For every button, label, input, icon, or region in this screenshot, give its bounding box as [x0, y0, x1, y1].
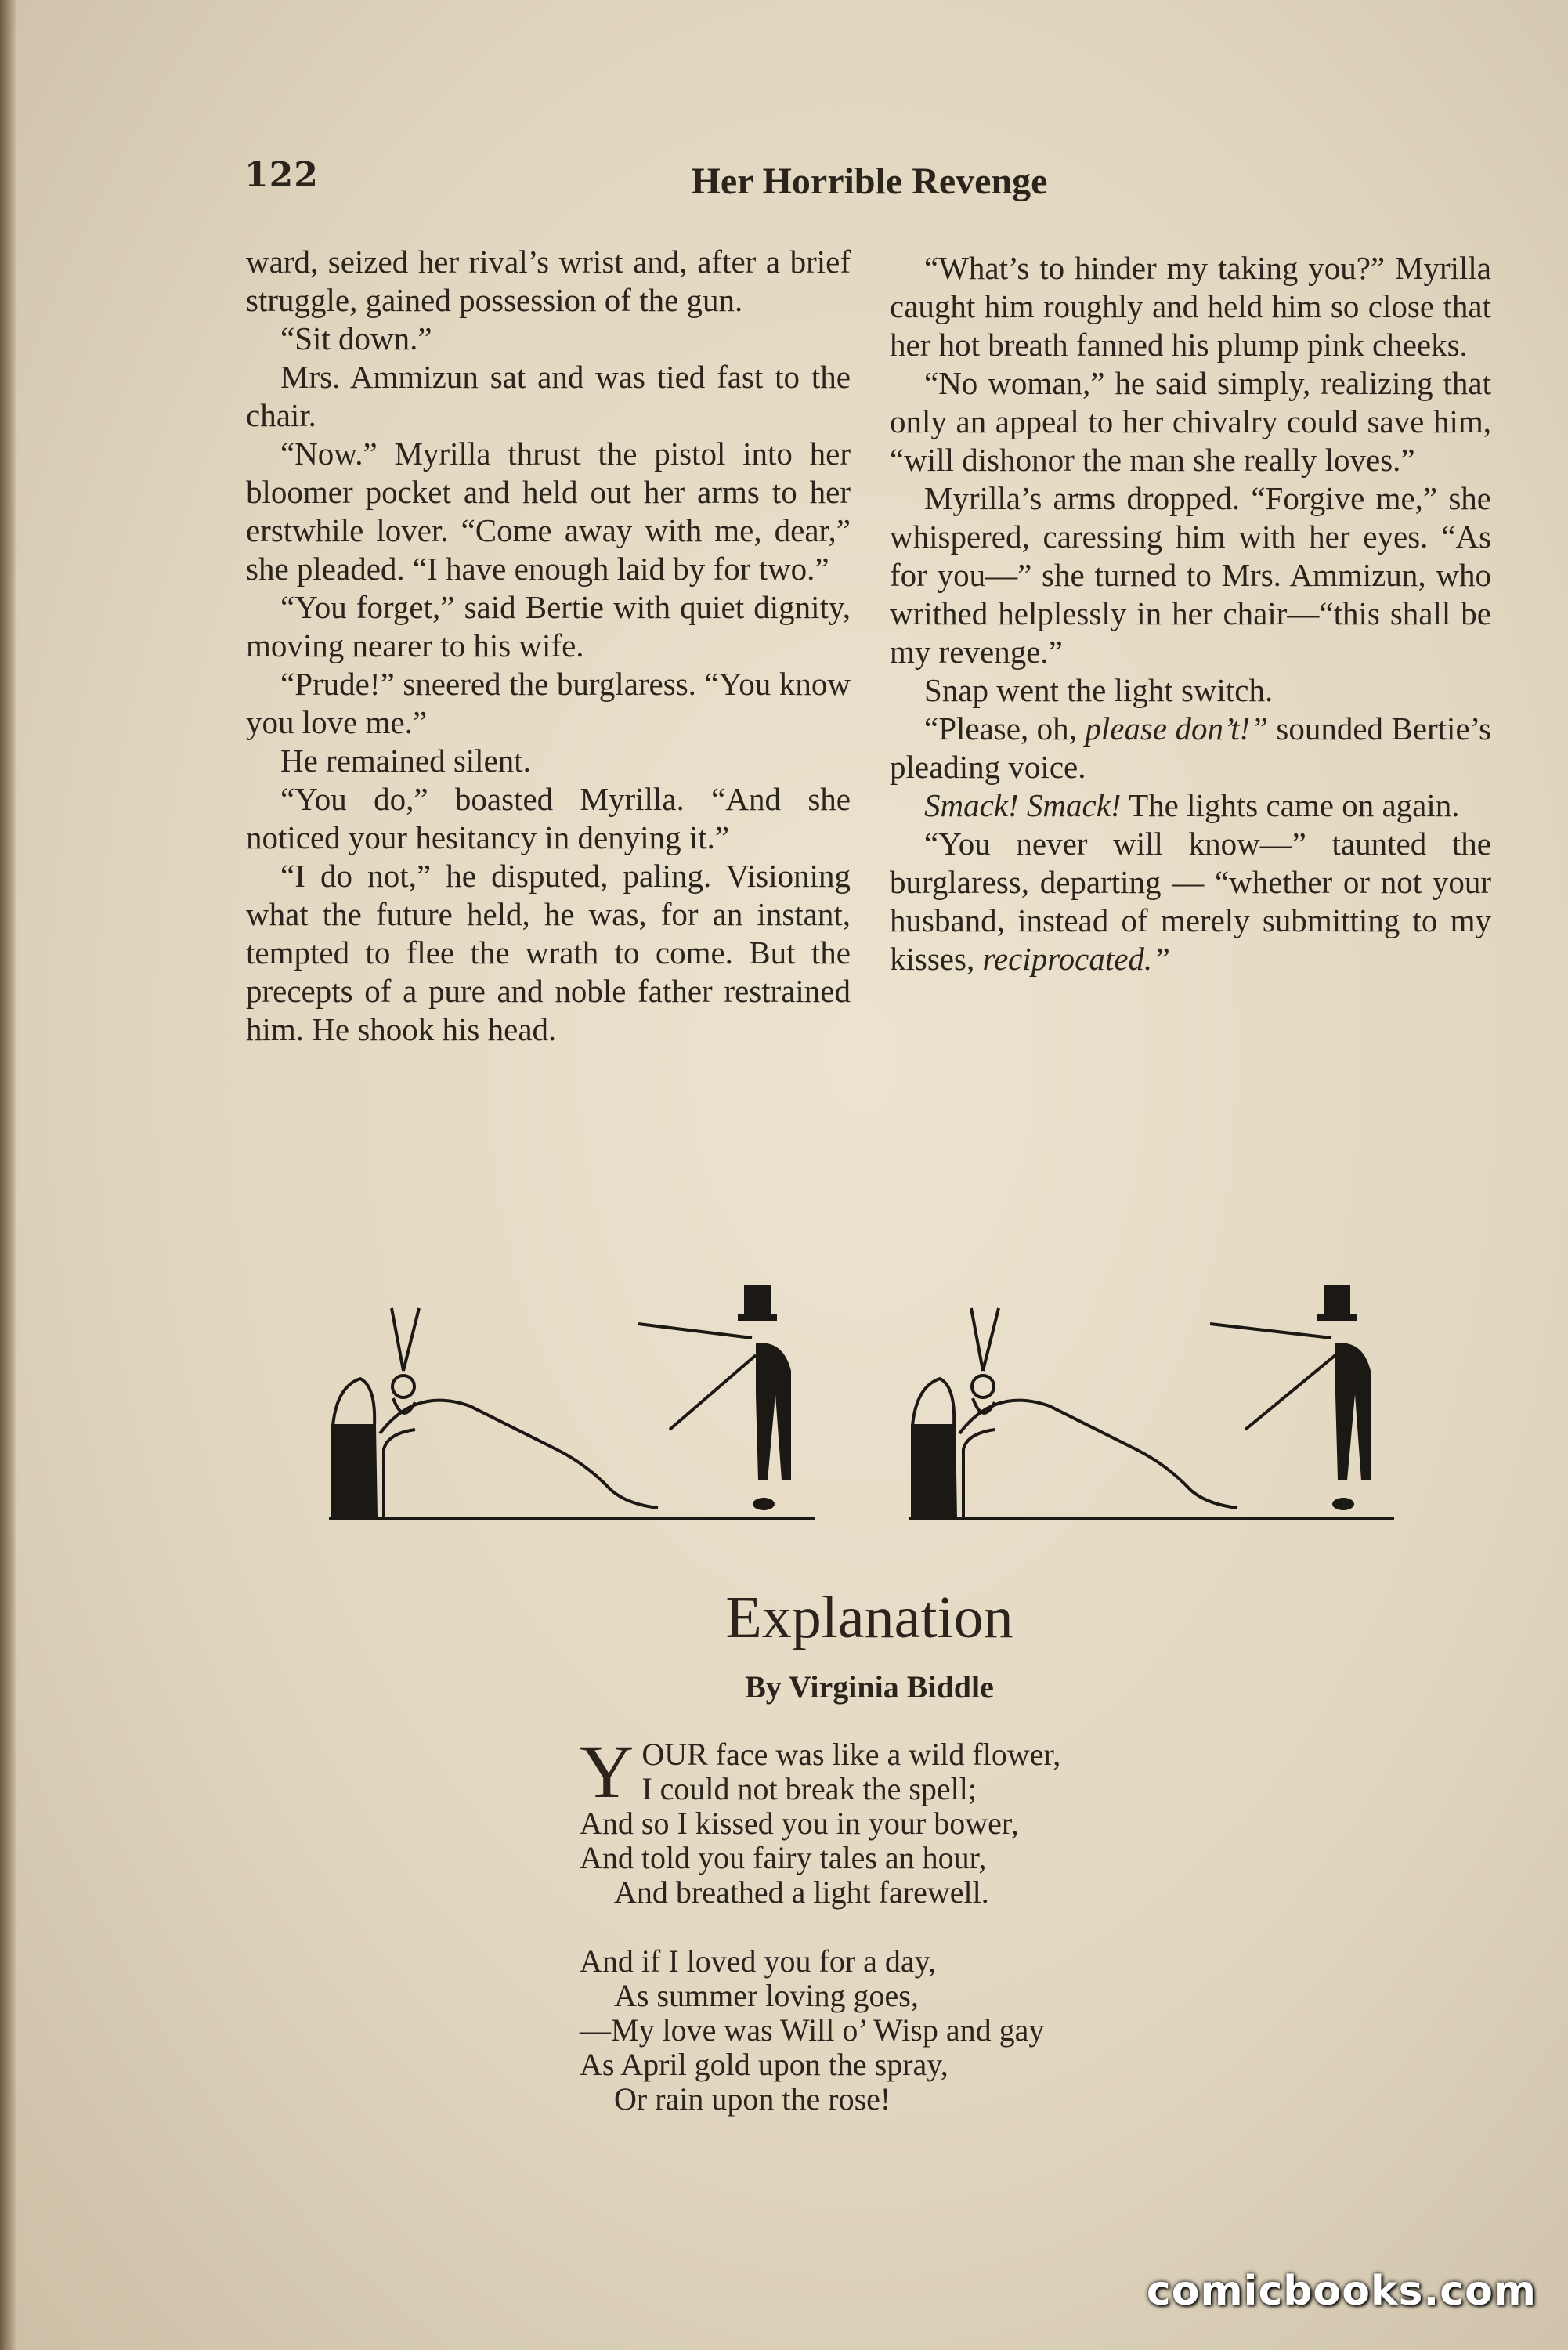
story-paragraph: Snap went the light switch. [924, 672, 1274, 708]
poem-line: And if I loved you for a day, [580, 1943, 937, 1979]
italic-text: please don’t!” [1085, 710, 1268, 747]
story-paragraph: Myrilla’s arms dropped. “Forgive me,” she whispered, caressing him with her eyes. “As for you—” she turned to Mrs. Ammizun, who writhed helplessly in her chair—“this shall be my revenge.” [890, 480, 1491, 670]
poem-stanza [580, 1944, 1284, 2117]
story-paragraph: “What’s to hinder my taking you?” Myrilla caught him roughly and held him so close that her hot breath fanned his plump pink cheeks. [890, 250, 1491, 363]
poem-body [580, 1730, 1284, 2151]
running-title: Her Horrible Revenge [691, 161, 1048, 202]
poem-line: I could not break the spell; [641, 1771, 977, 1806]
text-run: The lights came on again. [1121, 787, 1460, 823]
story-paragraph: “Now.” Myrilla thrust the pistol into her bloomer pocket and held out her arms to her erstwhile lover. “Come away with me, dear,” she pleaded. “I have enough laid by for two.” [246, 436, 851, 587]
story-paragraph: “Prude!” sneered the burglaress. “You know you love me.” [246, 666, 851, 740]
poem-line: Or rain upon the rose! [614, 2081, 891, 2117]
text-run: sounded Bertie’s pleading voice. [890, 710, 1491, 785]
page-spine-shadow [0, 0, 17, 2350]
poem-line: As summer loving goes, [614, 1978, 919, 2013]
bedroom-scene-icon [329, 1269, 838, 1535]
story-paragraph: “You do,” boasted Myrilla. “And she noticed your hesitancy in denying it.” [246, 781, 851, 855]
story-paragraph: “No woman,” he said simply, realizing that only an appeal to her chivalry could save him, “will dishonor the man she really loves.” [890, 365, 1491, 478]
text-run: “You never will know—” taunted the burglaress, departing — “whether or not your husband, instead of merely submitting to my kisses, [890, 826, 1491, 977]
bedroom-scene-icon [909, 1269, 1418, 1535]
drop-cap: Y [580, 1730, 634, 1813]
story-paragraph: “Sit down.” [280, 320, 432, 356]
story-paragraph: He remained silent. [280, 743, 531, 779]
story-paragraph: “I do not,” he disputed, paling. Visioning what the future held, he was, for an instant, tempted to flee the wrath to come. But the precepts of a pure and noble father restrained him. He shook his head. [246, 858, 851, 1047]
poem-line: —My love was Will o’ Wisp and gay [580, 2012, 1045, 2048]
poem-line: And told you fairy tales an hour, [580, 1840, 987, 1875]
poem-line: As April gold upon the spray, [580, 2047, 948, 2082]
story-left-column [246, 243, 851, 1049]
poem-stanza [580, 1730, 1284, 1910]
italic-text: Smack! Smack! [924, 787, 1122, 823]
story-paragraph [890, 786, 1491, 825]
text-run: “Please, oh, [924, 710, 1086, 747]
poem-line: And so I kissed you in your bower, [580, 1806, 1019, 1841]
poem-line: OUR face was like a wild flower, [641, 1737, 1061, 1772]
poem-byline: By Virginia Biddle [745, 1669, 994, 1705]
italic-text: reciprocated.” [982, 941, 1170, 977]
story-right-column [890, 249, 1491, 978]
story-paragraph: ward, seized her rival’s wrist and, after a brief struggle, gained possession of the gun. [246, 244, 851, 318]
page-number: 122 [244, 155, 319, 195]
story-paragraph: Mrs. Ammizun sat and was tied fast to the chair. [246, 359, 851, 433]
story-paragraph [890, 825, 1491, 978]
poem-title: Explanation [725, 1585, 1013, 1650]
story-paragraph [890, 710, 1491, 786]
poem-line: And breathed a light farewell. [614, 1875, 989, 1910]
watermark: comicbooks.com [1146, 2268, 1537, 2315]
story-paragraph: “You forget,” said Bertie with quiet dignity, moving nearer to his wife. [246, 589, 851, 663]
